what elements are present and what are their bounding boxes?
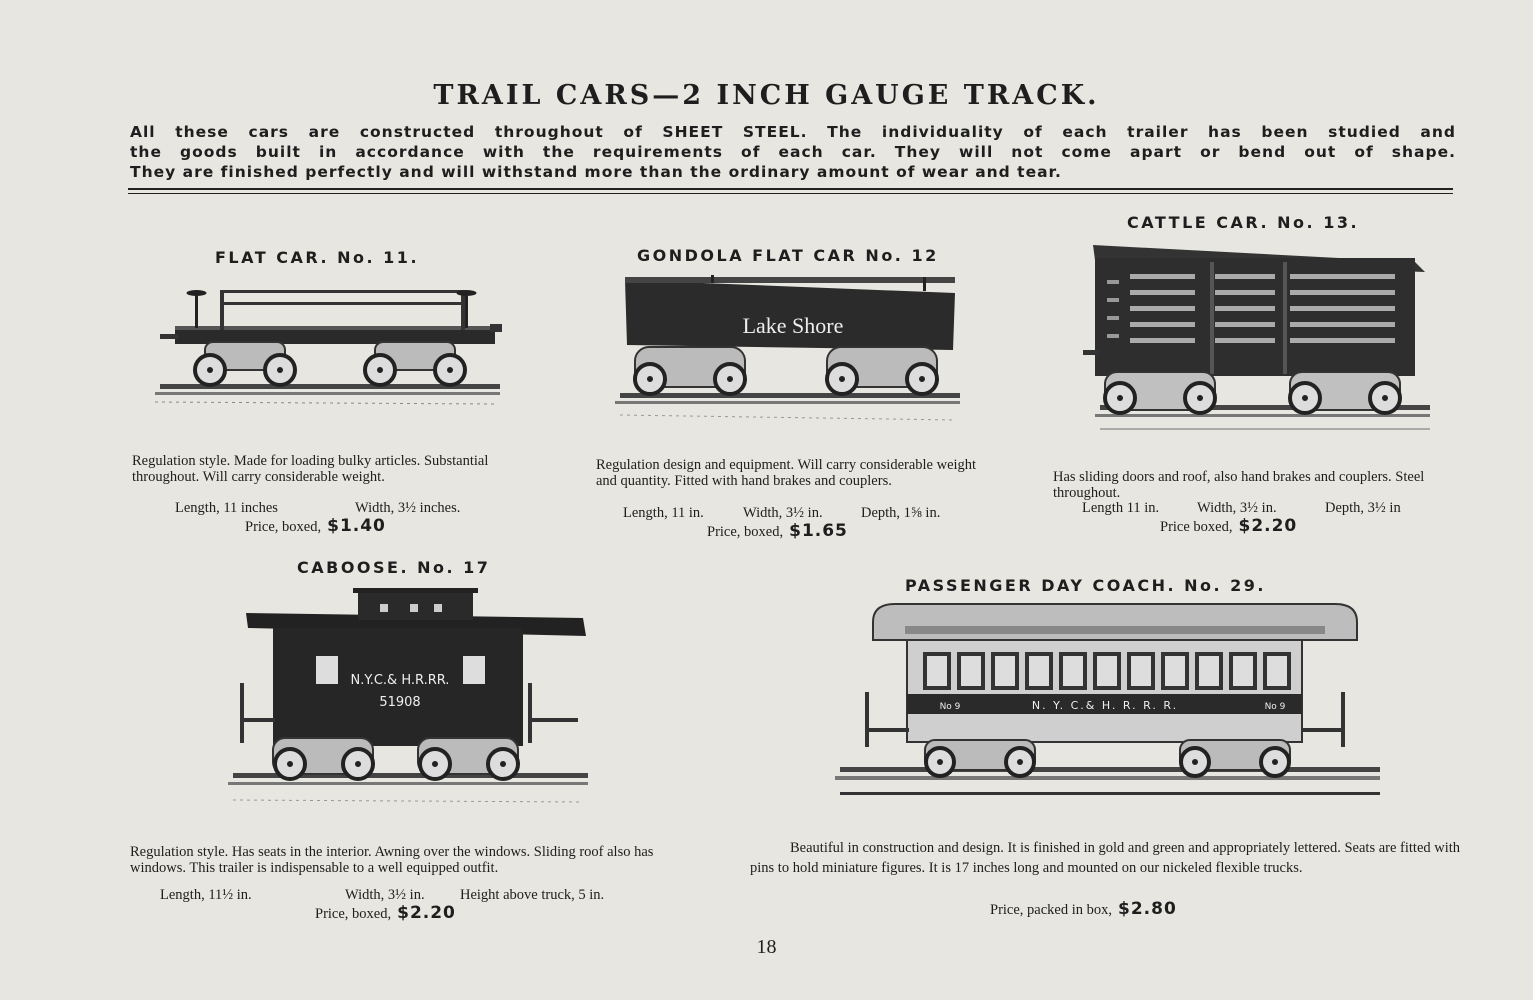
cattle-car-price-label: Price boxed, [1160, 519, 1233, 535]
flat-car-price-line [245, 516, 386, 536]
gondola-width: Width, 3½ in. [743, 505, 823, 521]
gondola-heading: GONDOLA FLAT CAR No. 12 [637, 246, 939, 265]
cattle-car-price: $2.20 [1238, 516, 1298, 536]
caboose-price-label: Price, boxed, [315, 906, 392, 922]
caboose-heading: CABOOSE. No. 17 [297, 558, 491, 577]
caboose-illustration [228, 588, 593, 813]
flat-car-price-label: Price, boxed, [245, 519, 322, 535]
flat-car-description: Regulation style. Made for loading bulky articles. Substantial throughout. Will carry considerable weight. [132, 453, 489, 485]
intro-line-1: All these cars are constructed throughout of SHEET STEEL. The individuality of each trailer has been studied and [130, 123, 1456, 141]
cattle-car-depth: Depth, 3½ in [1325, 500, 1401, 516]
intro-line-2: the goods built in accordance with the requirements of each car. They will not come apart or bend out of shape. [130, 143, 1456, 161]
intro-paragraph [130, 122, 1456, 182]
page-title: TRAIL CARS—2 INCH GAUGE TRACK. [433, 80, 1100, 111]
coach-price: $2.80 [1118, 899, 1177, 919]
flat-car-illustration [155, 280, 505, 430]
caboose-height: Height above truck, 5 in. [460, 887, 605, 903]
gondola-description: Regulation design and equipment. Will carry considerable weight and quantity. Fitted with hand brakes and couplers. [596, 457, 977, 489]
flat-car-dimensions [175, 500, 460, 517]
cattle-car-heading: CATTLE CAR. No. 13. [1127, 213, 1360, 232]
gondola-price-line [707, 521, 848, 541]
flat-car-length: Length, 11 inches [175, 500, 278, 516]
divider-rule [128, 188, 1453, 190]
flat-car-heading: FLAT CAR. No. 11. [215, 248, 420, 267]
gondola-illustration [615, 275, 965, 435]
intro-line-3: They are finished perfectly and will withstand more than the ordinary amount of wear and tear. [130, 163, 1062, 181]
coach-number-right: No 9 [1264, 702, 1286, 712]
coach-price-line [990, 899, 1177, 919]
flat-car-width: Width, 3½ inches. [355, 500, 461, 516]
gondola-depth: Depth, 1⅝ in. [861, 505, 941, 521]
caboose-description: Regulation style. Has seats in the interior. Awning over the windows. Sliding roof also has windows. This trailer is indispensable to a well equipped outfit. [130, 844, 654, 876]
coach-description: Beautiful in construction and design. It is finished in gold and green and appropriately lettered. Seats are fitted with pins to hold miniature figures. It is 17 inches long and mounted on our nickeled flexible trucks. [750, 840, 1461, 876]
page-number: 18 [756, 936, 777, 958]
gondola-price-label: Price, boxed, [707, 524, 784, 540]
coach-number-left: No 9 [939, 702, 961, 712]
cattle-car-dimensions [1082, 500, 1401, 517]
divider-rule-thin [128, 193, 1453, 194]
caboose-lettering-line2: 51908 [379, 695, 421, 710]
caboose-price-line [315, 903, 456, 923]
cattle-car-width: Width, 3½ in. [1197, 500, 1277, 516]
coach-lettering: N. Y. C.& H. R. R. R. [1031, 699, 1179, 712]
caboose-price: $2.20 [397, 903, 456, 923]
flat-car-price: $1.40 [327, 516, 386, 536]
gondola-price: $1.65 [789, 521, 848, 541]
gondola-lettering: Lake Shore [742, 313, 844, 338]
caboose-lettering-line1: N.Y.C.& H.R.RR. [350, 673, 450, 688]
caboose-width: Width, 3½ in. [345, 887, 425, 903]
cattle-car-description: Has sliding doors and roof, also hand brakes and couplers. Steel throughout. [1053, 469, 1425, 501]
caboose-length: Length, 11½ in. [160, 887, 252, 903]
cattle-car-illustration [1075, 240, 1435, 440]
cattle-car-length: Length 11 in. [1082, 500, 1160, 516]
caboose-dimensions [160, 887, 604, 904]
coach-illustration [835, 602, 1385, 807]
coach-price-label: Price, packed in box, [990, 902, 1113, 918]
cattle-car-price-line [1160, 516, 1297, 536]
gondola-dimensions [623, 505, 940, 522]
gondola-length: Length, 11 in. [623, 505, 704, 521]
coach-heading: PASSENGER DAY COACH. No. 29. [905, 576, 1266, 595]
